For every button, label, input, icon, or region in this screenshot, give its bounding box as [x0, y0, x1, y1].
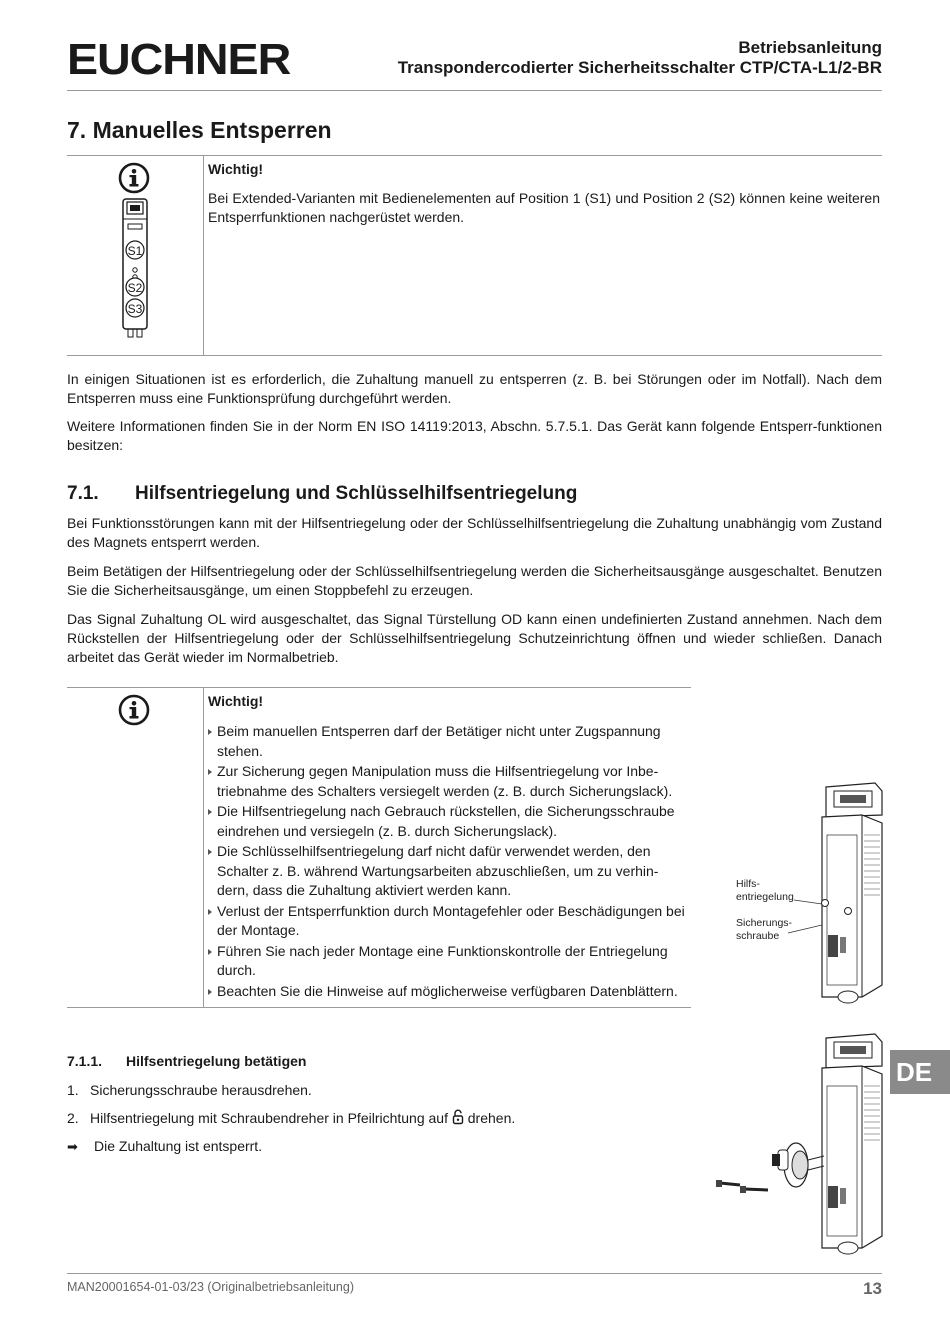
callout-sicherungsschraube: Sicherungs- schraube	[736, 917, 793, 942]
section-7-1-paragraph-1: Bei Funktionsstörungen kann mit der Hilfsentriegelung oder der Schlüsselhilfsentriegelung die Zuhaltung unabhängig vom Zustand des Magnets entsperrt werden.	[67, 515, 882, 550]
section-7-1-paragraph-3: Das Signal Zuhaltung OL wird ausgeschaltet, das Signal Türstellung OD kann einen undefinierten Zustand annehmen. Nach dem Rückstellen der Hilfsentriegelung oder der Schlüsselhilfsentriegelung Schutzeinrichtung öffnen und wieder schließen. Danach arbeitet das Gerät wieder im Normalbetrieb.	[67, 611, 882, 665]
section-number: 7.1.	[67, 483, 99, 504]
info-icon	[118, 162, 150, 194]
note-1-title: Wichtig!	[208, 161, 264, 177]
position-label-s1: S1	[127, 244, 143, 258]
page-number: 13	[863, 1279, 882, 1298]
section-7-1-1-heading	[67, 1053, 306, 1069]
section-7-1-heading	[67, 483, 577, 505]
section-7-heading: 7. Manuelles Entsperren	[67, 117, 332, 143]
step-number: 2.	[67, 1110, 79, 1126]
step-result	[67, 1137, 262, 1156]
switch-illustration-1	[730, 775, 890, 1010]
bullet-item: Führen Sie nach jeder Montage eine Funktionskontrolle der Entriegelung durch.	[208, 942, 688, 981]
step-text-end: drehen.	[467, 1110, 516, 1126]
important-note-1	[67, 155, 882, 356]
section-title: Hilfsentriegelung betätigen	[126, 1053, 307, 1069]
euchner-logo: EUCHNER	[67, 35, 291, 84]
important-bullet-list	[208, 722, 688, 1002]
note-1-text: Bei Extended-Varianten mit Bedienelementen auf Position 1 (S1) und Position 2 (S2) können keine weiteren Entsperrfunktionen nachgerüstet werden.	[208, 190, 880, 225]
section-7-1-paragraph-2: Beim Betätigen der Hilfsentriegelung oder der Schlüsselhilfsentriegelung werden die Sicherheitsausgänge ausgeschaltet. Benutzen Sie die Sicherheitsausgänge, um einen Stoppbefehl zu erzeugen.	[67, 563, 882, 598]
footer-document-id: MAN20001654-01-03/23 (Originalbetriebsanleitung)	[67, 1280, 354, 1294]
note-divider	[203, 688, 204, 1007]
position-label-s3: S3	[127, 302, 143, 316]
bullet-item: Verlust der Entsperrfunktion durch Montagefehler oder Beschädigungen bei der Montage.	[208, 902, 688, 941]
step-text: Hilfsentriegelung mit Schraubendreher in Pfeilrichtung auf	[90, 1110, 448, 1126]
bullet-item: Die Schlüsselhilfsentriegelung darf nicht dafür verwendet werden, den Schalter z. B. während Wartungsarbeiten abzuschließen, um zu verhin-dern, dass die Zuhaltung aktiviert werden kann.	[208, 842, 688, 901]
callout-hilfsentriegelung: Hilfs- entriegelung	[736, 878, 794, 903]
language-tab-de: DE	[890, 1050, 950, 1094]
bullet-item: Die Hilfsentriegelung nach Gebrauch rückstellen, die Sicherungsschraube eindrehen und versiegeln (z. B. durch Sicherungslack).	[208, 802, 688, 841]
result-arrow-icon: ➡	[67, 1139, 78, 1154]
switch-positions-illustration	[119, 197, 151, 347]
section-number: 7.1.1.	[67, 1053, 103, 1069]
step-number: 1.	[67, 1082, 79, 1098]
bullet-item: Zur Sicherung gegen Manipulation muss die Hilfsentriegelung vor Inbe-triebnahme des Schalters versiegelt werden (z. B. durch Sicherungslack).	[208, 762, 688, 801]
position-label-s2: S2	[127, 281, 143, 295]
step-text: Sicherungsschraube herausdrehen.	[90, 1082, 312, 1098]
section-7-paragraph-1: In einigen Situationen ist es erforderlich, die Zuhaltung manuell zu entsperren (z. B. bei Störungen oder im Notfall). Nach dem Entsperren muss eine Funktionsprüfung durchgeführt werden.	[67, 371, 882, 406]
footer-divider	[67, 1273, 882, 1274]
step-1	[67, 1081, 312, 1100]
unlocked-padlock-icon	[452, 1109, 464, 1125]
section-title: Hilfsentriegelung und Schlüsselhilfsentriegelung	[135, 483, 578, 504]
info-icon	[118, 694, 150, 726]
header-divider	[67, 90, 882, 91]
header-doc-type: Betriebsanleitung	[738, 38, 882, 57]
note-divider	[203, 156, 204, 355]
bullet-item: Beim manuellen Entsperren darf der Betätiger nicht unter Zugspannung stehen.	[208, 722, 688, 761]
note-2-title: Wichtig!	[208, 693, 264, 709]
section-7-paragraph-2: Weitere Informationen finden Sie in der Norm EN ISO 14119:2013, Abschn. 5.7.5.1. Das Gerät kann folgende Entsperr-funktionen besitzen:	[67, 418, 882, 453]
step-2	[67, 1109, 515, 1128]
header-product-title: Transpondercodierter Sicherheitsschalter CTP/CTA-L1/2-BR	[397, 58, 882, 77]
important-note-2	[67, 687, 691, 1008]
result-text: Die Zuhaltung ist entsperrt.	[94, 1138, 263, 1154]
switch-illustration-2	[712, 1030, 892, 1260]
bullet-item: Beachten Sie die Hinweise auf möglicherweise verfügbaren Datenblättern.	[208, 982, 688, 1002]
